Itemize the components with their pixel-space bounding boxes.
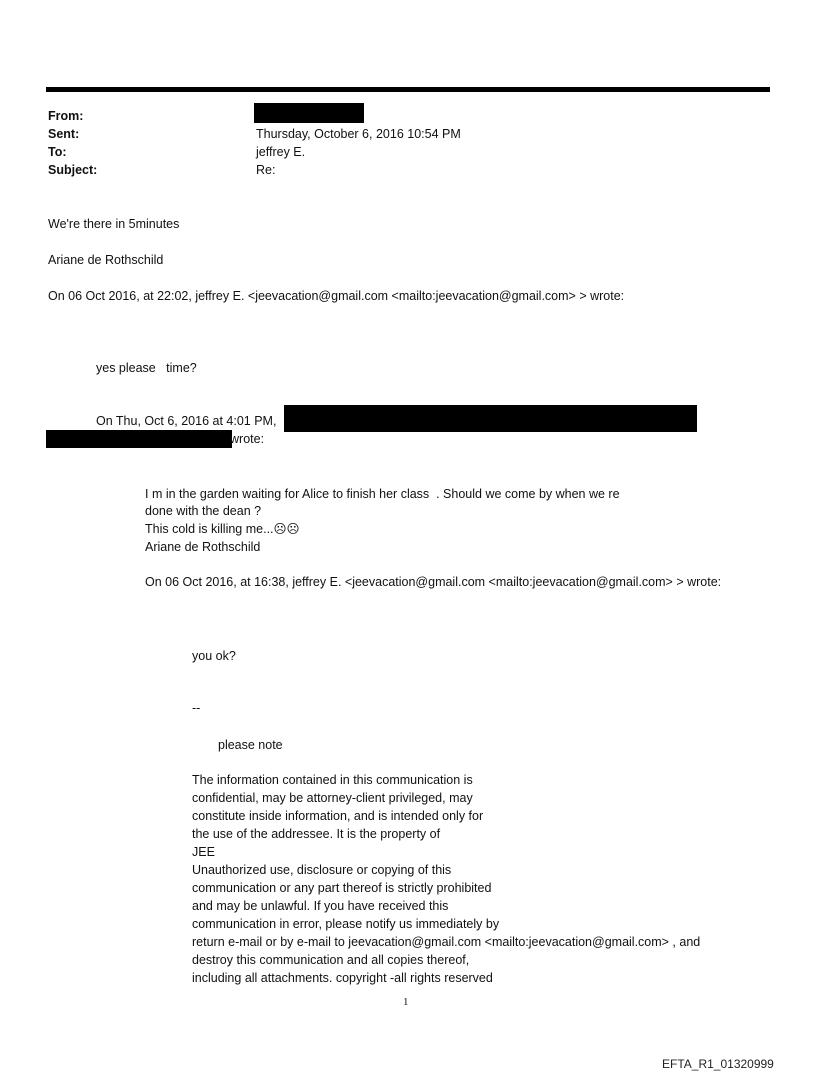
disclaimer-line: Unauthorized use, disclosure or copying of this bbox=[192, 863, 452, 877]
sender-redaction bbox=[284, 405, 697, 432]
subject-value: Re: bbox=[256, 163, 276, 177]
signature: Ariane de Rothschild bbox=[145, 540, 261, 554]
disclaimer-line: confidential, may be attorney-client privileged, may bbox=[192, 791, 473, 805]
reply-text: yes please time? bbox=[96, 361, 197, 375]
disclaimer-line: constitute inside information, and is intended only for bbox=[192, 809, 484, 823]
sent-value: Thursday, October 6, 2016 10:54 PM bbox=[256, 127, 461, 141]
sent-label: Sent: bbox=[48, 127, 80, 141]
quote-intro: On 06 Oct 2016, at 22:02, jeffrey E. <jeevacation@gmail.com <mailto:jeevacation@gmail.com> > wrote: bbox=[48, 289, 625, 303]
reply-line: This cold is killing me...☹☹ bbox=[145, 522, 300, 536]
to-value: jeffrey E. bbox=[256, 145, 306, 159]
disclaimer-line: JEE bbox=[192, 845, 215, 859]
sender-redaction bbox=[46, 430, 232, 448]
message-line: We're there in 5minutes bbox=[48, 217, 180, 231]
disclaimer-line: return e-mail or by e-mail to jeevacation@gmail.com <mailto:jeevacation@gmail.com> , and bbox=[192, 935, 701, 949]
from-redaction bbox=[254, 103, 364, 123]
reply-line: done with the dean ? bbox=[145, 504, 262, 518]
disclaimer-line: communication in error, please notify us immediately by bbox=[192, 917, 500, 931]
disclaimer-line: communication or any part thereof is strictly prohibited bbox=[192, 881, 492, 895]
subject-label: Subject: bbox=[48, 163, 98, 177]
document-id: EFTA_R1_01320999 bbox=[662, 1057, 774, 1071]
quote-intro-wrote: wrote: bbox=[230, 432, 265, 446]
disclaimer-line: The information contained in this communication is bbox=[192, 773, 473, 787]
page-number: 1 bbox=[403, 996, 409, 1008]
reply-line: I m in the garden waiting for Alice to finish her class . Should we come by when we re bbox=[145, 487, 620, 501]
reply-text: you ok? bbox=[192, 649, 236, 663]
disclaimer-line: the use of the addressee. It is the property of bbox=[192, 827, 441, 841]
to-label: To: bbox=[48, 145, 67, 159]
signature-separator: -- bbox=[192, 701, 201, 715]
disclaimer-line: including all attachments. copyright -all rights reserved bbox=[192, 971, 493, 985]
quote-intro: On Thu, Oct 6, 2016 at 4:01 PM, bbox=[96, 414, 277, 428]
signature: Ariane de Rothschild bbox=[48, 253, 164, 267]
disclaimer-line: and may be unlawful. If you have received this bbox=[192, 899, 449, 913]
header-rule bbox=[46, 87, 770, 92]
quote-intro: On 06 Oct 2016, at 16:38, jeffrey E. <jeevacation@gmail.com <mailto:jeevacation@gmail.com> > wrote: bbox=[145, 575, 722, 589]
please-note: please note bbox=[218, 738, 283, 752]
from-label: From: bbox=[48, 109, 84, 123]
disclaimer-line: destroy this communication and all copies thereof, bbox=[192, 953, 470, 967]
